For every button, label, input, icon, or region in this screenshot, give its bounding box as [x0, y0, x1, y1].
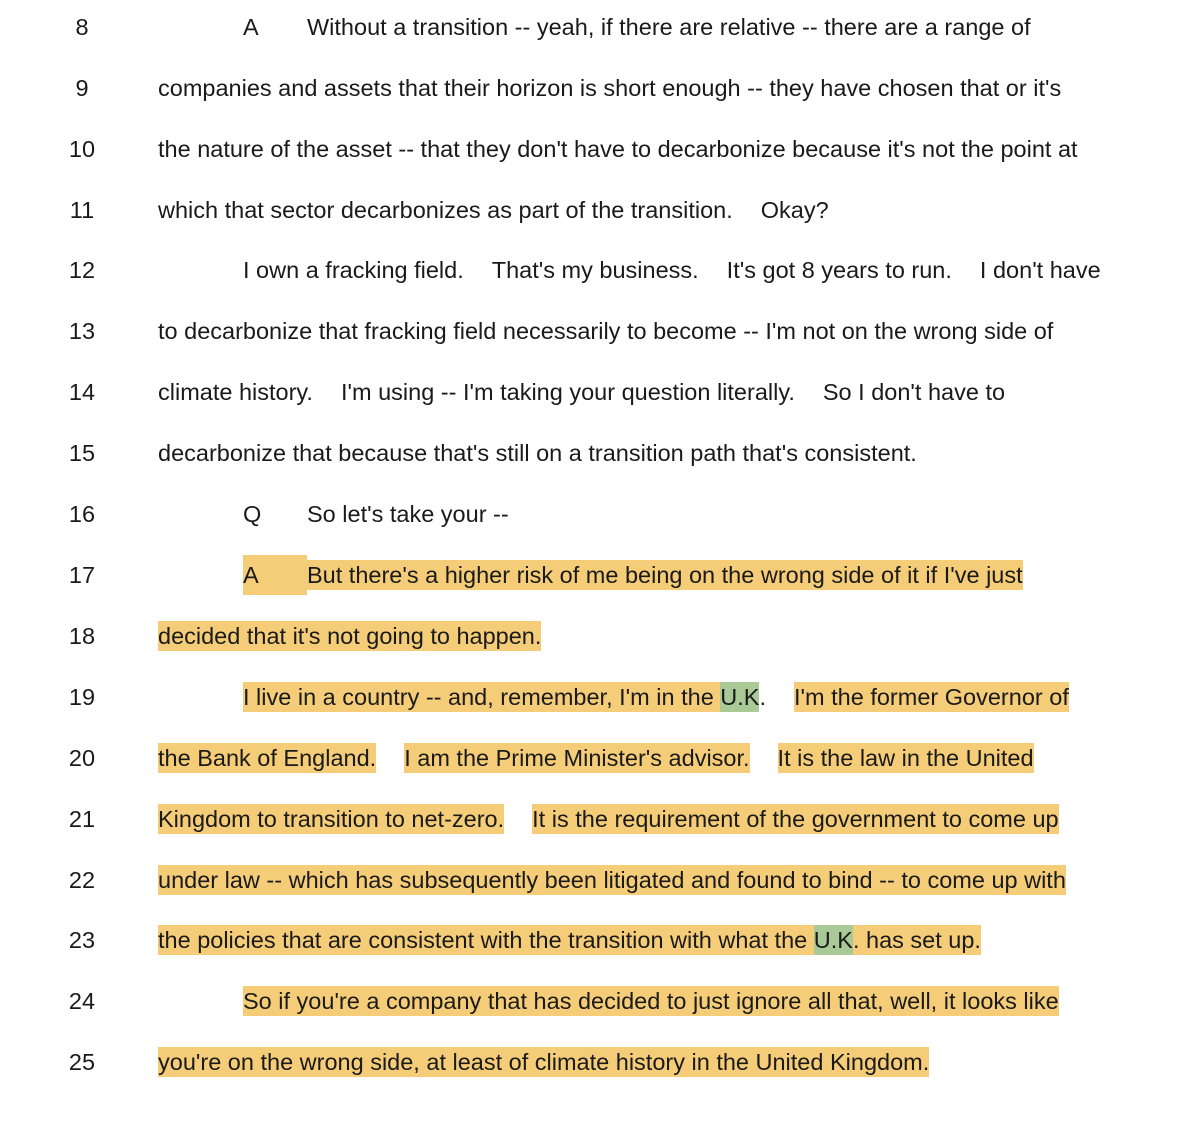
speaker-label: A	[243, 555, 307, 595]
line-text	[158, 616, 1200, 656]
line-text	[158, 129, 1200, 169]
line-text	[158, 920, 1200, 960]
highlighted-segment: under law -- which has subsequently been litigated and found to bind -- to come up with	[158, 867, 1066, 893]
line-number: 22	[68, 867, 96, 893]
transcript-line	[0, 68, 1200, 108]
highlighted-segment: It is the law in the United	[777, 745, 1034, 771]
text-segment: to decarbonize that fracking field necessarily to become -- I'm not on the wrong side of	[158, 318, 1054, 344]
text-segment: climate history.	[158, 379, 313, 405]
transcript-line-highlighted	[0, 555, 1200, 595]
transcript-line-highlighted	[0, 738, 1200, 778]
highlighted-term-uk: U.K	[720, 684, 760, 710]
speaker-label: A	[243, 14, 259, 40]
text-segment: companies and assets that their horizon is short enough -- they have chosen that or it's	[158, 75, 1062, 101]
transcript-line	[0, 372, 1200, 412]
line-text	[158, 1042, 1200, 1082]
speaker-label: Q	[243, 501, 262, 527]
line-number: 10	[68, 136, 96, 162]
line-text	[158, 799, 1200, 839]
text-segment: That's my business.	[491, 257, 699, 283]
text-segment: Without a transition -- yeah, if there are relative -- there are a range of	[307, 14, 1031, 40]
line-number: 24	[68, 988, 96, 1014]
highlighted-segment: you're on the wrong side, at least of climate history in the United Kingdom.	[158, 1049, 930, 1075]
highlighted-segment: decided that it's not going to happen.	[158, 623, 542, 649]
text-segment: Okay?	[760, 197, 829, 223]
line-number: 25	[68, 1049, 96, 1075]
line-number: 20	[68, 745, 96, 771]
transcript-line	[0, 7, 1200, 47]
text-segment: the nature of the asset -- that they don't have to decarbonize because it's not the point at	[158, 136, 1078, 162]
line-number: 13	[68, 318, 96, 344]
line-text	[158, 738, 1200, 778]
line-text	[158, 860, 1200, 900]
highlighted-segment: Kingdom to transition to net-zero.	[158, 806, 505, 832]
line-number: 12	[68, 257, 96, 283]
transcript-line-highlighted	[0, 1042, 1200, 1082]
line-number: 23	[68, 927, 96, 953]
text-segment: decarbonize that because that's still on a transition path that's consistent.	[158, 440, 917, 466]
line-number: 17	[68, 562, 96, 588]
highlighted-term-uk: U.K	[813, 927, 853, 953]
text-segment: I own a fracking field.	[243, 257, 464, 283]
transcript-line	[0, 129, 1200, 169]
text-segment: which that sector decarbonizes as part of the transition.	[158, 197, 733, 223]
transcript-line	[0, 433, 1200, 473]
transcript-line-highlighted	[0, 981, 1200, 1021]
text-segment: So let's take your --	[307, 501, 509, 527]
line-text	[158, 68, 1200, 108]
highlighted-segment: I live in a country -- and, remember, I'm in the	[243, 684, 721, 710]
line-text	[243, 555, 1200, 595]
highlighted-segment: It is the requirement of the government to come up	[532, 806, 1059, 832]
line-text	[243, 250, 1200, 290]
transcript-line	[0, 190, 1200, 230]
line-number: 16	[68, 501, 96, 527]
text-segment: So I don't have to	[822, 379, 1006, 405]
line-text	[243, 677, 1200, 717]
text-segment: It's got 8 years to run.	[726, 257, 952, 283]
transcript-line	[0, 250, 1200, 290]
line-number: 15	[68, 440, 96, 466]
line-text	[243, 7, 1200, 47]
line-text	[158, 190, 1200, 230]
transcript-line	[0, 311, 1200, 351]
line-text	[243, 981, 1200, 1021]
transcript-line-highlighted	[0, 920, 1200, 960]
line-text	[158, 433, 1200, 473]
highlighted-segment: I'm the former Governor of	[794, 684, 1069, 710]
line-number: 14	[68, 379, 96, 405]
line-text	[243, 494, 1200, 534]
highlighted-segment: the policies that are consistent with the transition with what the	[158, 927, 814, 953]
line-number: 8	[75, 14, 89, 40]
highlighted-segment: the Bank of England.	[158, 745, 377, 771]
line-number: 19	[68, 684, 96, 710]
transcript-line-highlighted	[0, 860, 1200, 900]
text-segment: .	[759, 684, 767, 710]
transcript-line-highlighted	[0, 799, 1200, 839]
highlighted-segment: But there's a higher risk of me being on the wrong side of it if I've just	[307, 562, 1023, 588]
highlighted-segment: So if you're a company that has decided to just ignore all that, well, it looks like	[243, 988, 1059, 1014]
line-text	[158, 311, 1200, 351]
line-number: 18	[68, 623, 96, 649]
transcript-line	[0, 494, 1200, 534]
line-text	[158, 372, 1200, 412]
line-number: 9	[75, 75, 89, 101]
line-number: 11	[69, 197, 95, 223]
line-number: 21	[68, 806, 96, 832]
transcript-line-highlighted	[0, 616, 1200, 656]
transcript-line-highlighted	[0, 677, 1200, 717]
text-segment: I don't have	[979, 257, 1101, 283]
highlighted-segment: . has set up.	[852, 927, 981, 953]
text-segment: I'm using -- I'm taking your question literally.	[340, 379, 795, 405]
highlighted-segment: I am the Prime Minister's advisor.	[404, 745, 750, 771]
